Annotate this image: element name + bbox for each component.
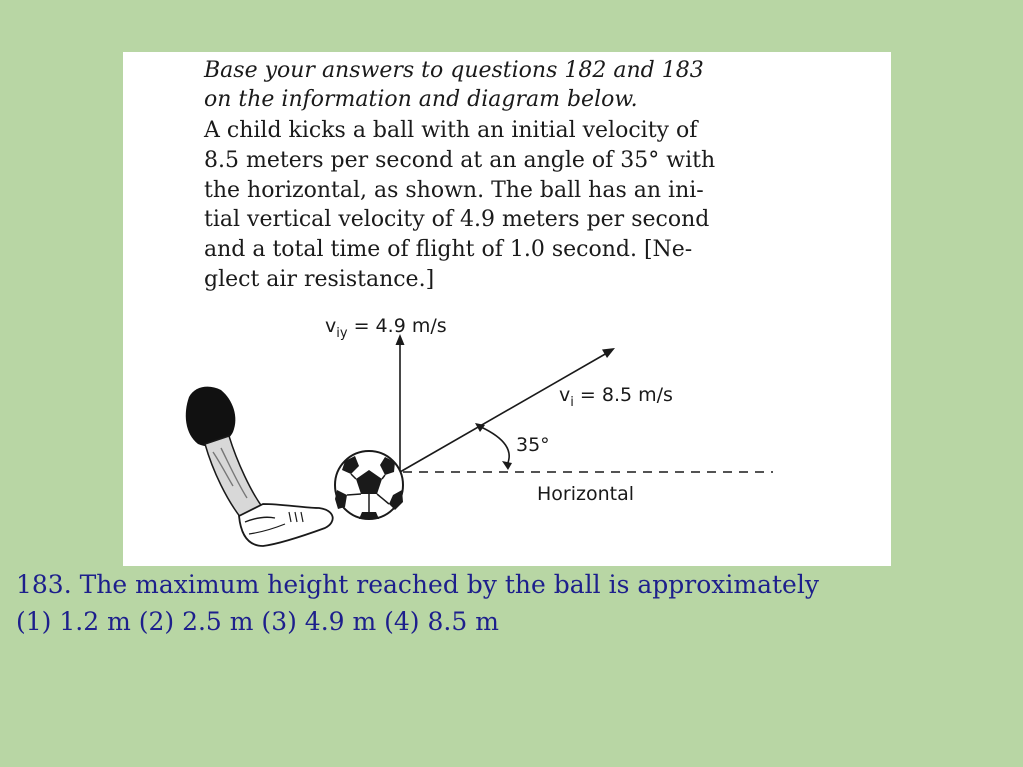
passage-line: and a total time of flight of 1.0 second. [Ne- (204, 237, 693, 263)
initial-velocity-label: $v_i = 8.5$ m/s (559, 384, 673, 410)
horizontal-label: Horizontal (537, 483, 635, 505)
passage-line: the horizontal, as shown. The ball has an ini- (204, 177, 704, 203)
kicking-leg-icon (186, 387, 333, 546)
passage-line: tial vertical velocity of 4.9 meters per second (204, 207, 710, 233)
soccer-ball-icon (335, 451, 403, 519)
initial-velocity-arrow (400, 348, 615, 472)
angle-arc (475, 423, 512, 470)
question-block (16, 566, 1016, 640)
passage-line: glect air resistance.] (204, 266, 435, 292)
passage-line: 8.5 meters per second at an angle of 35° with (204, 147, 716, 173)
vertical-velocity-label: $v_{iy} = 4.9$ m/s (325, 315, 447, 341)
problem-figure-panel (123, 52, 891, 566)
vertical-velocity-arrow (396, 334, 405, 472)
angle-label: 35° (516, 434, 550, 456)
intro-line: Base your answers to questions 182 and 183 (204, 58, 704, 83)
answer-choices: (1) 1.2 m (2) 2.5 m (3) 4.9 m (4) 8.5 m (16, 607, 499, 636)
intro-line: on the information and diagram below. (204, 87, 638, 112)
passage-line: A child kicks a ball with an initial velocity of (204, 118, 698, 143)
question-stem: 183. The maximum height reached by the ball is approximately (16, 570, 819, 599)
kick-diagram (123, 52, 891, 566)
